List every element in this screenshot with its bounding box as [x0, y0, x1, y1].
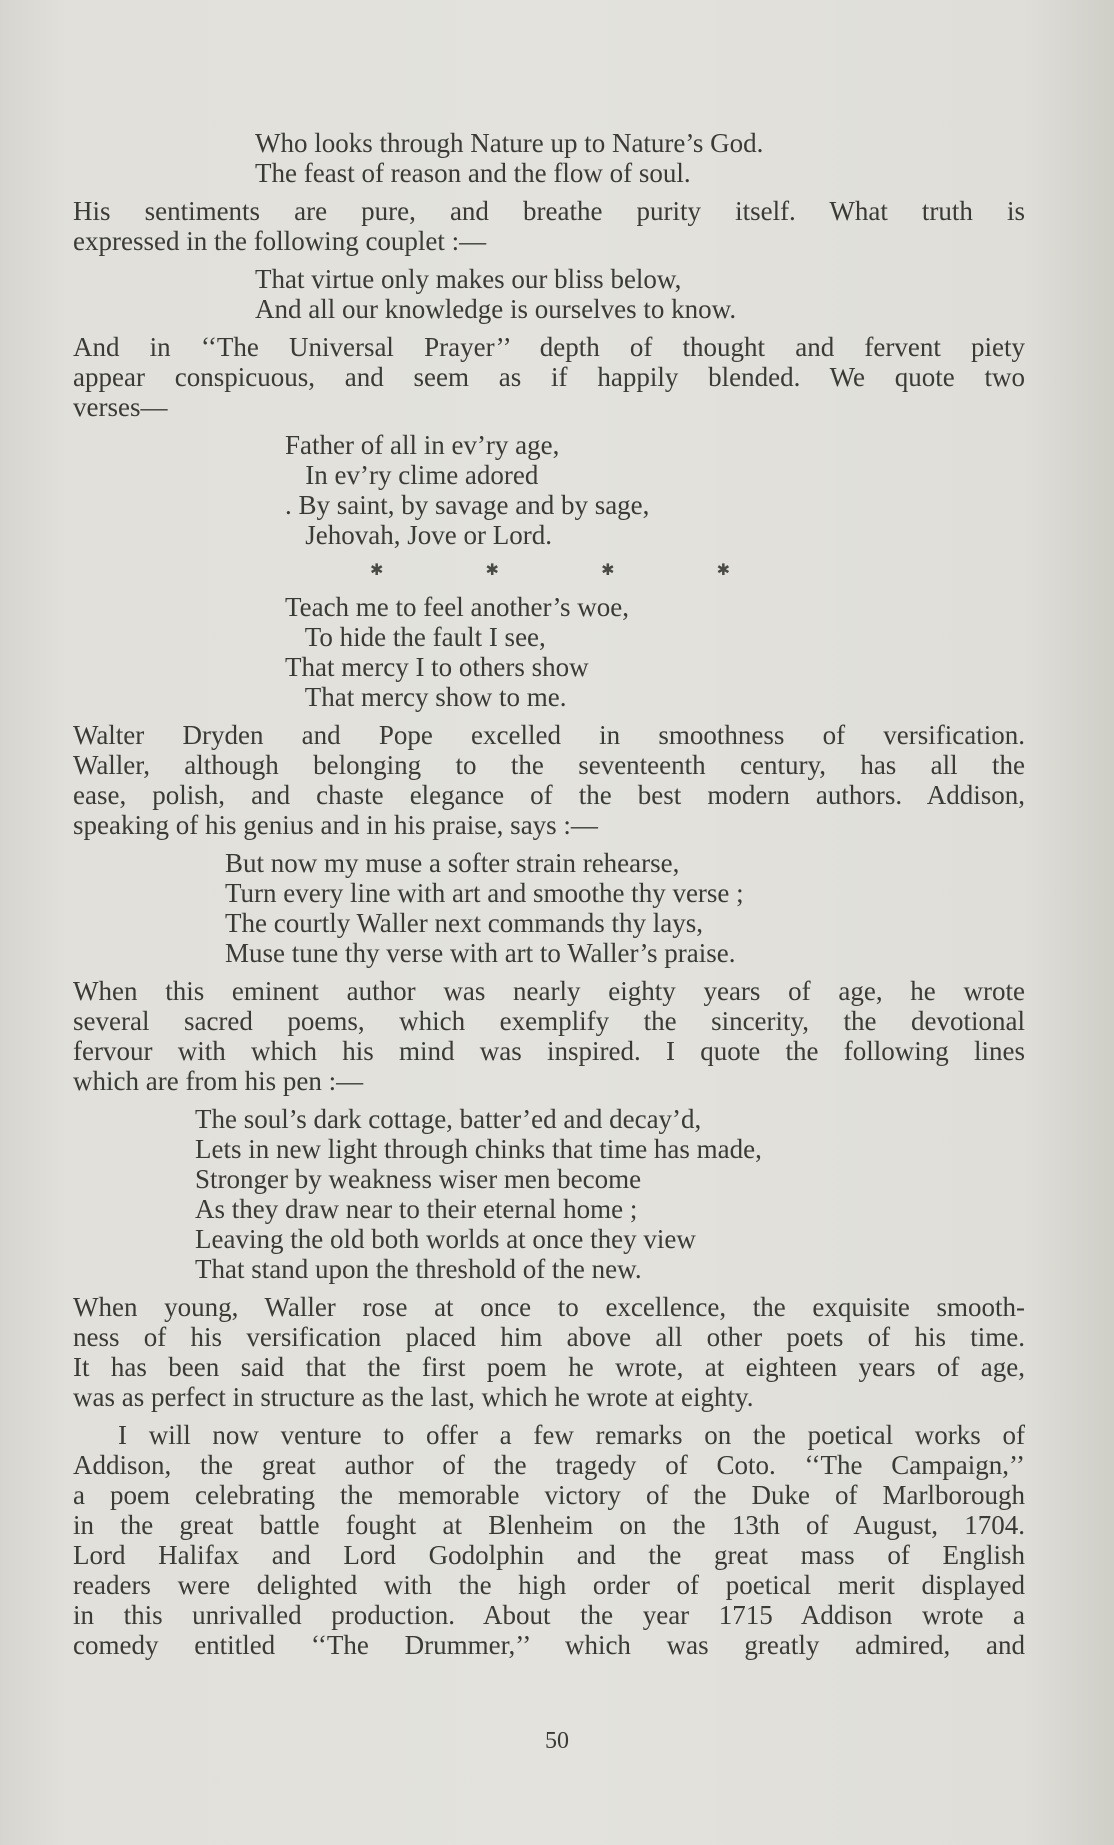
prose-line: a poem celebrating the memorable victory of the Duke of Marlborough: [73, 1480, 1025, 1510]
prose-line: several sacred poems, which exemplify the sincerity, the devotional: [73, 1006, 1025, 1036]
verse-block: [73, 264, 1025, 324]
verse-line: Father of all in ev’ry age,: [285, 430, 560, 460]
verse-line: The feast of reason and the flow of soul.: [255, 158, 691, 188]
section-divider: [370, 558, 730, 584]
prose-line: Lord Halifax and Lord Godolphin and the great mass of English: [73, 1540, 1025, 1570]
prose-line: comedy entitled ‘‘The Drummer,’’ which was greatly admired, and: [73, 1630, 1025, 1660]
verse-line: That mercy show to me.: [285, 682, 567, 712]
prose-line: expressed in the following couplet :—: [73, 226, 487, 256]
prose-line: appear conspicuous, and seem as if happily blended. We quote two: [73, 362, 1025, 392]
paragraph: [73, 332, 1025, 422]
verse-line: Turn every line with art and smoothe thy verse ;: [225, 878, 744, 908]
page-number: 50: [545, 1728, 569, 1754]
page-text: [73, 128, 1025, 1668]
asterisk-icon: ✱: [601, 562, 615, 579]
verse-block: [73, 1104, 1025, 1284]
verse-line: And all our knowledge is ourselves to know.: [255, 294, 737, 324]
prose-line: in this unrivalled production. About the year 1715 Addison wrote a: [73, 1600, 1025, 1630]
prose-line: readers were delighted with the high order of poetical merit displayed: [73, 1570, 1025, 1600]
prose-line: Waller, although belonging to the seventeenth century, has all the: [73, 750, 1025, 780]
verse-line: Jehovah, Jove or Lord.: [285, 520, 552, 550]
asterisk-icon: ✱: [370, 562, 384, 579]
verse-line: Leaving the old both worlds at once they view: [195, 1224, 696, 1254]
prose-line: When this eminent author was nearly eighty years of age, he wrote: [73, 976, 1025, 1006]
prose-line: Walter Dryden and Pope excelled in smoothness of versification.: [73, 720, 1025, 750]
verse-line: As they draw near to their eternal home ;: [195, 1194, 638, 1224]
asterisk-icon: ✱: [485, 562, 499, 579]
verse-block: [73, 848, 1025, 968]
verse-line: Lets in new light through chinks that time has made,: [195, 1134, 762, 1164]
paragraph: [73, 720, 1025, 840]
prose-line: I will now venture to offer a few remarks on the poetical works of: [118, 1420, 1025, 1450]
verse-block: [73, 128, 1025, 188]
prose-line: in the great battle fought at Blenheim on the 13th of August, 1704.: [73, 1510, 1025, 1540]
paragraph: [73, 196, 1025, 256]
prose-line: ease, polish, and chaste elegance of the best modern authors. Addison,: [73, 780, 1025, 810]
prose-line: was as perfect in structure as the last, which he wrote at eighty.: [73, 1382, 754, 1412]
verse-line: To hide the fault I see,: [285, 622, 546, 652]
prose-line: His sentiments are pure, and breathe purity itself. What truth is: [73, 196, 1025, 226]
verse-line: Teach me to feel another’s woe,: [285, 592, 629, 622]
verse-block: [73, 592, 1025, 712]
prose-line: fervour with which his mind was inspired. I quote the following lines: [73, 1036, 1025, 1066]
verse-line: Muse tune thy verse with art to Waller’s praise.: [225, 938, 736, 968]
verse-block: [73, 430, 1025, 550]
verse-line: That virtue only makes our bliss below,: [255, 264, 682, 294]
verse-line: Who looks through Nature up to Nature’s God.: [255, 128, 764, 158]
prose-line: Addison, the great author of the tragedy of Coto. ‘‘The Campaign,’’: [73, 1450, 1025, 1480]
asterisk-icon: ✱: [716, 562, 730, 579]
verse-line: That mercy I to others show: [285, 652, 589, 682]
paragraph: [73, 1420, 1025, 1660]
prose-line: And in ‘‘The Universal Prayer’’ depth of thought and fervent piety: [73, 332, 1025, 362]
prose-line: verses—: [73, 392, 168, 422]
prose-line: ness of his versification placed him above all other poets of his time.: [73, 1322, 1025, 1352]
verse-line: That stand upon the threshold of the new.: [195, 1254, 642, 1284]
paragraph: [73, 1292, 1025, 1412]
paragraph: [73, 976, 1025, 1096]
prose-line: When young, Waller rose at once to excellence, the exquisite smooth-: [73, 1292, 1025, 1322]
prose-line: which are from his pen :—: [73, 1066, 364, 1096]
verse-line: The soul’s dark cottage, batter’ed and decay’d,: [195, 1104, 702, 1134]
prose-line: speaking of his genius and in his praise, says :—: [73, 810, 598, 840]
verse-line: Stronger by weakness wiser men become: [195, 1164, 642, 1194]
verse-line: But now my muse a softer strain rehearse,: [225, 848, 680, 878]
prose-line: It has been said that the first poem he wrote, at eighteen years of age,: [73, 1352, 1025, 1382]
verse-line: . By saint, by savage and by sage,: [285, 490, 650, 520]
verse-line: In ev’ry clime adored: [285, 460, 539, 490]
verse-line: The courtly Waller next commands thy lays,: [225, 908, 703, 938]
